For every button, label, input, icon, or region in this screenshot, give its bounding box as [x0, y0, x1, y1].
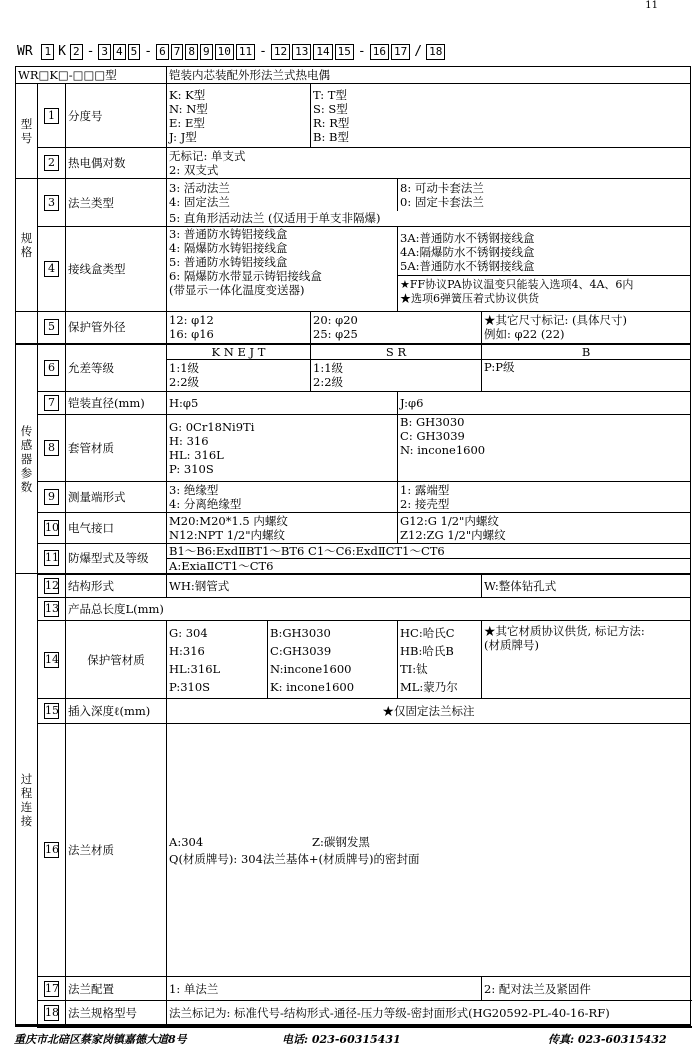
code-position-box: 15: [335, 44, 354, 60]
row-label: 法兰规格型号: [66, 1001, 167, 1027]
title-left: WR□K□-□□□型: [16, 67, 167, 84]
row-label: 电气接口: [66, 512, 167, 543]
flange-spec-text: 法兰标记为: 标准代号-结构形式-通径-压力等级-密封面形式(HG20592-PL-40-16-RF): [167, 1001, 691, 1027]
code-separator: -: [86, 44, 95, 59]
row-label: 保护管材质: [66, 621, 167, 699]
code-position-box: 10: [215, 44, 234, 60]
row-label: 允差等级: [66, 344, 167, 392]
footer-divider: [15, 1024, 690, 1026]
row-number: 4: [44, 261, 59, 277]
row-number: 1: [44, 108, 59, 124]
row-number: 13: [45, 602, 59, 615]
code-position-box: 6: [156, 44, 169, 60]
row-number: 7: [44, 395, 59, 411]
code-position-box: 13: [292, 44, 311, 60]
option-note: ★仅固定法兰标注: [167, 699, 691, 724]
option-list: G12:G 1/2"内螺纹 Z12:ZG 1/2"内螺纹: [398, 512, 691, 543]
row-number: 5: [44, 319, 59, 335]
row-label: 法兰配置: [66, 977, 167, 1001]
category-sensor: 传感器参数: [16, 344, 38, 574]
option-list: B:GH3030 C:GH3039 N:incone1600 K: incone1600: [268, 621, 398, 699]
row-number: 16: [45, 843, 59, 856]
option-item: H:φ5: [167, 391, 398, 414]
category-type: 型号: [16, 84, 38, 179]
option-list: 无标记: 单支式 2: 双支式: [167, 148, 691, 179]
row-label: 法兰类型: [66, 179, 167, 227]
option-item: 2: 配对法兰及紧固件: [482, 977, 691, 1001]
footer-address: 重庆市北碚区蔡家岗镇嘉德大道8号: [14, 1033, 187, 1046]
option-note: ★其它尺寸标记: (具体尺寸) 例如: φ22 (22): [482, 312, 691, 344]
row-number: 14: [45, 652, 59, 666]
row-number: 6: [44, 360, 59, 376]
option-list: 3A:普通防水不锈钢接线盒 4A:隔爆防水不锈钢接线盒 5A:普通防水不锈钢接线盒 ★FF协议PA协议温变只能装入选项4、4A、6内 ★选项6弹簧压着式协议供货: [398, 227, 691, 312]
code-position-box: 3: [98, 44, 111, 60]
option-list: A:304 Z:碳钢发黑 Q(材质牌号): 304法兰基体+(材质牌号)的密封面: [167, 724, 691, 977]
row-number: 11: [45, 551, 59, 564]
code-position-box: 9: [200, 44, 213, 60]
page-number: 11: [645, 0, 658, 11]
column-header: B: [482, 344, 691, 360]
option-list: B: GH3030 C: GH3039 N: incone1600: [398, 414, 691, 481]
option-list: P:P级: [482, 359, 691, 391]
code-prefix: WR: [17, 44, 33, 59]
option-item: WH:钢管式: [167, 574, 482, 598]
option-item: 1: 单法兰: [167, 977, 482, 1001]
option-wide: 5: 直角形活动法兰 (仅适用于单支非隔爆): [167, 211, 691, 227]
row-label: 防爆型式及等级: [66, 543, 167, 574]
code-position-box: 5: [128, 44, 141, 60]
row-label: 保护管外径: [66, 312, 167, 344]
title-right: 铠装内芯装配外形法兰式热电偶: [167, 67, 691, 84]
code-position-box: 7: [171, 44, 184, 60]
row-number: 9: [44, 489, 59, 505]
row-label: 套管材质: [66, 414, 167, 481]
row-label: 产品总长度L(mm): [66, 598, 691, 621]
row-label: 法兰材质: [66, 724, 167, 977]
code-position-box: 16: [370, 44, 389, 60]
category-process: 过程连接: [16, 574, 38, 1027]
row-label: 铠装直径(mm): [66, 391, 167, 414]
row-label: 热电偶对数: [66, 148, 167, 179]
option-list: G: 0Cr18Ni9Ti H: 316 HL: 316L P: 310S: [167, 414, 398, 481]
column-header: K N E J T: [167, 344, 311, 360]
row-label: 测量端形式: [66, 481, 167, 512]
column-header: S R: [311, 344, 482, 360]
code-separator: K: [58, 44, 66, 59]
footer-fax: 传真: 023-60315432: [548, 1033, 667, 1046]
option-list: 3: 普通防水铸铝接线盒 4: 隔爆防水铸铝接线盒 5: 普通防水铸铝接线盒 6: 隔爆防水带显示铸铝接线盒 (带显示一体化温度变送器): [167, 227, 398, 312]
row-number: 18: [45, 1006, 59, 1020]
row-label: 分度号: [66, 84, 167, 148]
option-list: T: T型 S: S型 R: R型 B: B型: [311, 84, 691, 148]
code-position-box: 1: [41, 44, 54, 60]
option-list: 12: φ12 16: φ16: [167, 312, 311, 344]
model-code-line: [17, 44, 446, 60]
option-list: M20:M20*1.5 内螺纹 N12:NPT 1/2"内螺纹: [167, 512, 398, 543]
option-list: 3: 绝缘型 4: 分离绝缘型: [167, 481, 398, 512]
footer-phone: 电话: 023-60315431: [282, 1033, 401, 1046]
spec-table: [15, 66, 691, 1028]
option-list: 1:1级 2:2级: [167, 359, 311, 391]
option-list: 20: φ20 25: φ25: [311, 312, 482, 344]
code-separator: -: [144, 44, 153, 59]
option-item: W:整体钻孔式: [482, 574, 691, 598]
code-separator: -: [357, 44, 366, 59]
row-label: 接线盒类型: [66, 227, 167, 312]
code-position-box: 2: [70, 44, 83, 60]
option-list: 1:1级 2:2级: [311, 359, 482, 391]
code-position-box: 8: [185, 44, 198, 60]
option-note: ★其它材质协议供货, 标记方法: (材质牌号): [482, 621, 691, 699]
code-separator: /: [414, 44, 423, 59]
row-number: 2: [44, 155, 59, 171]
row-number: 3: [44, 195, 59, 211]
option-item: J:φ6: [398, 391, 691, 414]
option-list: HC:哈氏C HB:哈氏B TI:钛 ML:蒙乃尔: [398, 621, 482, 699]
row-label: 插入深度ℓ(mm): [66, 699, 167, 724]
option-list: B1～B6:ExdⅡBT1～BT6 C1～C6:ExdⅡCT1～CT6 A:ExiaⅡCT1～CT6: [167, 543, 691, 574]
option-list: 1: 露端型 2: 接壳型: [398, 481, 691, 512]
code-position-box: 18: [426, 44, 445, 60]
code-position-box: 11: [236, 44, 255, 60]
row-number: 12: [45, 578, 59, 592]
code-position-box: 14: [313, 44, 332, 60]
code-position-box: 17: [391, 44, 410, 60]
row-label: 结构形式: [66, 574, 167, 598]
category-spec: 规格: [16, 179, 38, 312]
code-position-box: 12: [271, 44, 290, 60]
code-separator: -: [259, 44, 267, 59]
row-number: 8: [44, 440, 59, 456]
row-number: 17: [45, 981, 59, 995]
code-position-box: 4: [113, 44, 126, 60]
option-list: K: K型 N: N型 E: E型 J: J型: [167, 84, 311, 148]
row-number: 10: [45, 520, 59, 534]
option-list: G: 304 H:316 HL:316L P:310S: [167, 621, 268, 699]
option-list: 3: 活动法兰 4: 固定法兰: [167, 179, 398, 211]
option-list: 8: 可动卡套法兰 0: 固定卡套法兰: [398, 179, 691, 211]
row-number: 15: [45, 704, 59, 717]
